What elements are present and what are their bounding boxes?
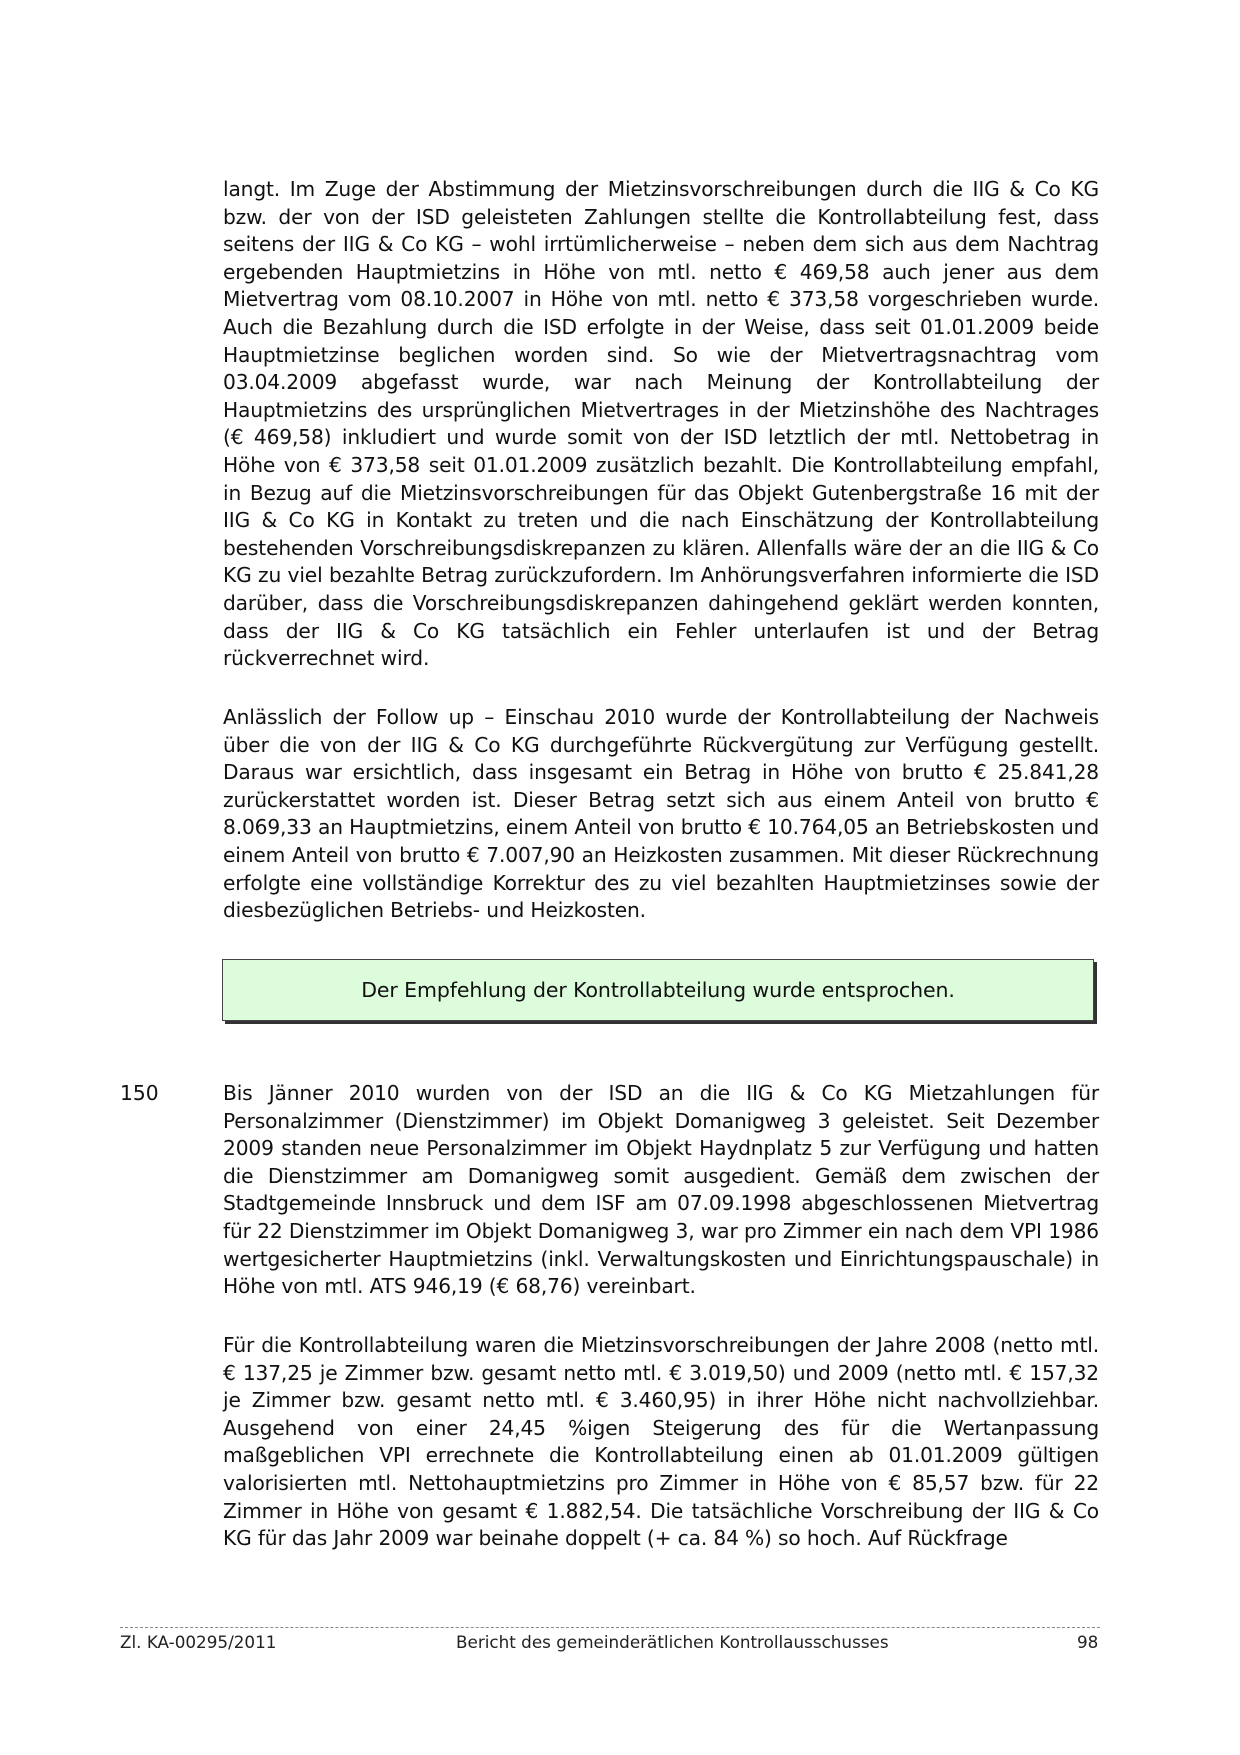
recommendation-notice-box: [222, 959, 1094, 1021]
page-number: 98: [1077, 1632, 1099, 1652]
footer-divider: [120, 1627, 1100, 1628]
footer-title: Bericht des gemeinderätlichen Kontrollausschusses: [456, 1632, 889, 1652]
paragraph-text: Für die Kontrollabteilung waren die Mietzinsvorschreibungen der Jahre 2008 (netto mtl. € 137,25 je Zimmer bzw. gesamt netto mtl. € 3.019,50) und 2009 (netto mtl. € 157,32 je Zimmer bzw. gesamt netto mtl. € 3.460,95) in ihrer Höhe nicht nachvollziehbar. Ausgehend von einer 24,45 %igen Steigerung des für die Wertanpassung maßgeblichen VPI errechnete die Kontrollabteilung einen ab 01.01.2009 gültigen valorisierten mtl. Nettohauptmietzins pro Zimmer in Höhe von € 85,57 bzw. für 22 Zimmer in Höhe von gesamt € 1.882,54. Die tatsächliche Vorschreibung der IIG & Co KG für das Jahr 2009 war beinahe doppelt (+ ca. 84 %) so hoch. Auf Rückfrage: [223, 1333, 1099, 1551]
paragraph-3: [223, 1080, 1099, 1301]
paragraph-text: langt. Im Zuge der Abstimmung der Mietzinsvorschreibungen durch die IIG & Co KG bzw. der von der ISD geleisteten Zahlungen stellte die Kontrollabteilung fest, dass seitens der IIG & Co KG – wohl irrtümlicherweise – neben dem sich aus dem Nachtrag ergebenden Hauptmietzins in Höhe von mtl. netto € 469,58 auch jener aus dem Mietvertrag vom 08.10.2007 in Höhe von mtl. netto € 373,58 vorgeschrieben wurde. Auch die Bezahlung durch die ISD erfolgte in der Weise, dass seit 01.01.2009 beide Hauptmietzinse beglichen worden sind. So wie der Mietvertragsnachtrag vom 03.04.2009 abgefasst wurde, war nach Meinung der Kontrollabteilung der Hauptmietzins des ursprünglichen Mietvertrages in der Mietzinshöhe des Nachtrages (€ 469,58) inkludiert und wurde somit von der ISD letztlich der mtl. Nettobetrag in Höhe von € 373,58 seit 01.01.2009 zusätzlich bezahlt. Die Kontrollabteilung empfahl, in Bezug auf die Mietzinsvorschreibungen für das Objekt Gutenbergstraße 16 mit der IIG & Co KG in Kontakt zu treten und die nach Einschätzung der Kontrollabteilung bestehenden Vorschreibungsdiskrepanzen zu klären. Allenfalls wäre der an die IIG & Co KG zu viel bezahlte Betrag zurückzufordern. Im Anhörungsverfahren informierte die ISD darüber, dass die Vorschreibungsdiskrepanzen dahingehend geklärt werden konnten, dass der IIG & Co KG tatsächlich ein Fehler unterlaufen ist und der Betrag rückverrechnet wird.: [223, 177, 1099, 671]
notice-text: Der Empfehlung der Kontrollabteilung wurde entsprochen.: [361, 978, 955, 1002]
paragraph-number: 150: [120, 1081, 159, 1105]
paragraph-text: Bis Jänner 2010 wurden von der ISD an die IIG & Co KG Mietzahlungen für Personalzimmer (Dienstzimmer) im Objekt Domanigweg 3 geleistet. Seit Dezember 2009 standen neue Personalzimmer im Objekt Haydnplatz 5 zur Verfügung und hatten die Dienstzimmer am Domanigweg somit ausgedient. Gemäß dem zwischen der Stadtgemeinde Innsbruck und dem ISF am 07.09.1998 abgeschlossenen Mietvertrag für 22 Dienstzimmer im Objekt Domanigweg 3, war pro Zimmer ein nach dem VPI 1986 wertgesicherter Hauptmietzins (inkl. Verwaltungskosten und Einrichtungspauschale) in Höhe von mtl. ATS 946,19 (€ 68,76) vereinbart.: [223, 1081, 1099, 1299]
paragraph-4: [223, 1332, 1099, 1553]
footer-reference: Zl. KA-00295/2011: [120, 1632, 277, 1652]
paragraph-2: [223, 704, 1099, 925]
paragraph-text: Anlässlich der Follow up – Einschau 2010 wurde der Kontrollabteilung der Nachweis über die von der IIG & Co KG durchgeführte Rückvergütung zur Verfügung gestellt. Daraus war ersichtlich, dass insgesamt ein Betrag in Höhe von brutto € 25.841,28 zurückerstattet worden ist. Dieser Betrag setzt sich aus einem Anteil von brutto € 8.069,33 an Hauptmietzins, einem Anteil von brutto € 10.764,05 an Betriebskosten und einem Anteil von brutto € 7.007,90 an Heizkosten zusammen. Mit dieser Rückrechnung erfolgte eine vollständige Korrektur des zu viel bezahlten Hauptmietzinses sowie der diesbezüglichen Betriebs- und Heizkosten.: [223, 705, 1099, 923]
paragraph-1: [223, 176, 1099, 673]
